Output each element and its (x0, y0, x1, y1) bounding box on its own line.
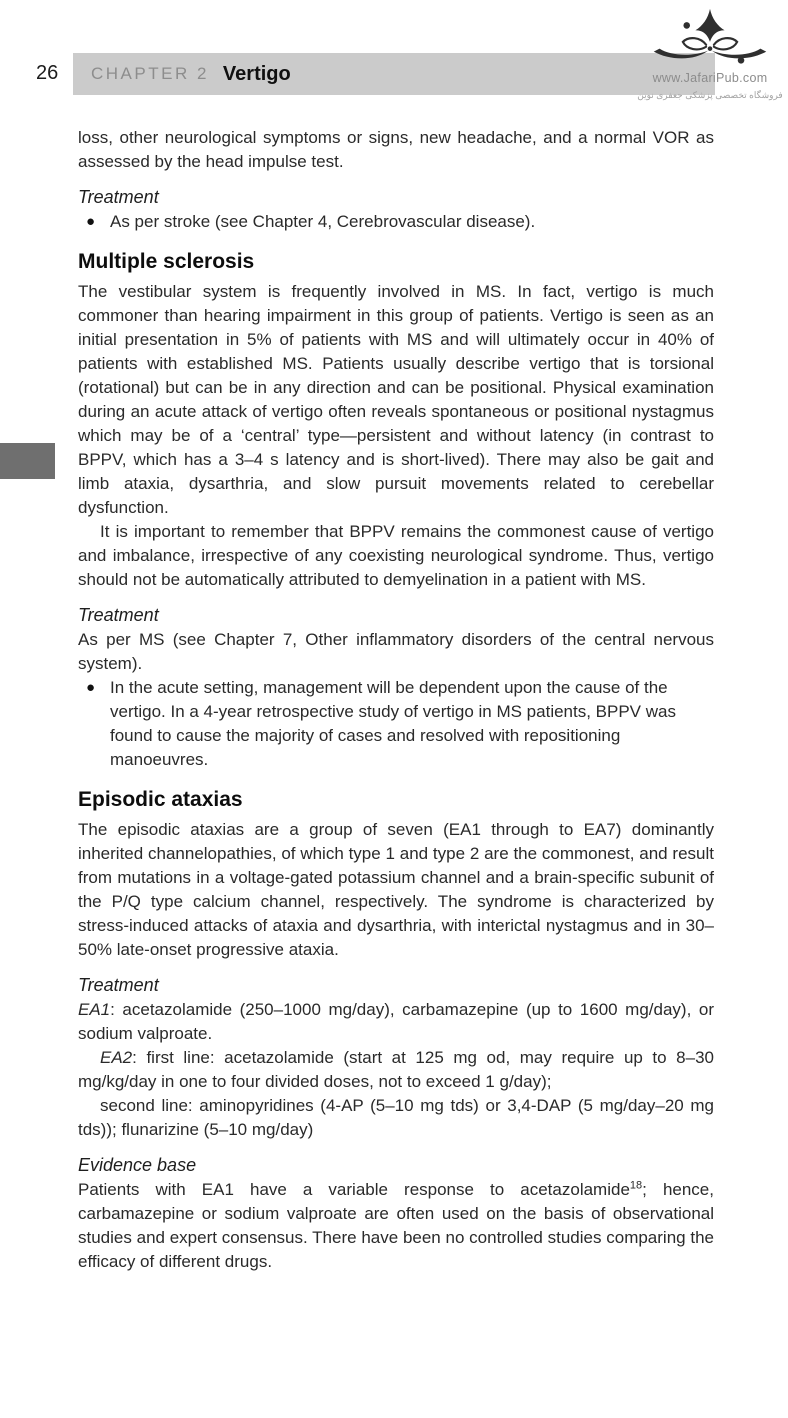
ea1-label: EA1 (78, 1000, 111, 1019)
publisher-tagline: فروشگاه تخصصی پزشکی جعفری نوین (637, 90, 783, 100)
evidence-text-pre: Patients with EA1 have a variable response to acetazolamide (78, 1180, 630, 1199)
publisher-logo (636, 6, 784, 101)
evidence-text-post: ; hence, carbamazepine or sodium valproate are often used on the basis of observational studies and expert consensus. There have been no controlled studies comparing the efficacy of different drugs. (78, 1180, 714, 1271)
publisher-url: www.JafariPub.com (652, 71, 768, 85)
chapter-header-bar (73, 53, 715, 95)
ms-treatment-intro: As per MS (see Chapter 7, Other inflammatory disorders of the central nervous system). (78, 630, 714, 673)
treatment-heading-ea: Treatment (78, 975, 159, 995)
treatment-heading-stroke: Treatment (78, 187, 159, 207)
footnote-reference: 18 (629, 1179, 643, 1192)
chapter-label: CHAPTER 2 (91, 64, 209, 83)
bullet-text: As per stroke (see Chapter 4, Cerebrovascular disease). (110, 212, 536, 231)
ms-paragraph-2: It is important to remember that BPPV remains the commonest cause of vertigo and imbalance, irrespective of any coexisting neurological syndrome. Thus, vertigo should not be automatically attributed to demyelination in a patient with MS. (78, 522, 714, 589)
continued-paragraph: loss, other neurological symptoms or signs, new headache, and a normal VOR as assessed by the head impulse test. (78, 128, 714, 171)
ea1-text: : acetazolamide (250–1000 mg/day), carbamazepine (up to 1600 mg/day), or sodium valproate. (78, 1000, 714, 1043)
chapter-thumb-tab (0, 443, 55, 479)
bullet-item (78, 676, 714, 772)
evidence-base-heading: Evidence base (78, 1155, 197, 1175)
bullet-item (78, 210, 714, 234)
page-number: 26 (36, 62, 59, 84)
bullet-icon: ● (86, 213, 96, 230)
chapter-title: Vertigo (222, 62, 291, 85)
ea1-paragraph (78, 998, 714, 1046)
section-heading-episodic-ataxias: Episodic ataxias (78, 788, 243, 811)
ea2-text: : first line: acetazolamide (start at 125 mg od, may require up to 8–30 mg/kg/day in one to four divided doses, not to exceed 1 g/day); (78, 1048, 714, 1091)
ea-paragraph: The episodic ataxias are a group of seven (EA1 through to EA7) dominantly inherited channelopathies, of which type 1 and type 2 are the commonest, and result from mutations in a voltage-gated potassium channel and a brain-specific subunit of the P/Q type calcium channel, respectively. The syndrome is characterized by stress-induced attacks of ataxia and dysarthria, with interictal nystagmus and in 30–50% late-onset progressive ataxia. (78, 820, 714, 959)
page-content (78, 126, 714, 1274)
treatment-heading-ms: Treatment (78, 605, 159, 625)
jafari-calligraphy-ornament-icon (651, 6, 769, 70)
ea-second-line-paragraph: second line: aminopyridines (4-AP (5–10 mg tds) or 3,4-DAP (5 mg/day–20 mg tds)); flunarizine (5–10 mg/day) (78, 1096, 714, 1139)
evidence-paragraph (78, 1178, 714, 1274)
ms-paragraph-1: The vestibular system is frequently involved in MS. In fact, vertigo is much commoner than hearing impairment in this group of patients. Vertigo is seen as an initial presentation in 5% of patients with MS and will ultimately occur in 40% of patients with established MS. Patients usually describe vertigo that is torsional (rotational) but can be in any direction and can be positional. Physical examination during an acute attack of vertigo often reveals spontaneous or positional nystagmus which may be of a ‘central’ type—persistent and without latency (in contrast to BPPV, which has a 3–4 s latency and is short-lived). There may also be gait and limb ataxia, dysarthria, and slow pursuit movements related to cerebellar dysfunction. (78, 282, 714, 517)
ea2-paragraph (78, 1046, 714, 1094)
section-heading-multiple-sclerosis: Multiple sclerosis (78, 250, 255, 273)
bullet-text: In the acute setting, management will be dependent upon the cause of the vertigo. In a 4-year retrospective study of vertigo in MS patients, BPPV was found to cause the majority of cases and resolved with repositioning manoeuvres. (110, 678, 676, 769)
bullet-icon: ● (86, 679, 96, 696)
ea2-label: EA2 (100, 1048, 133, 1067)
